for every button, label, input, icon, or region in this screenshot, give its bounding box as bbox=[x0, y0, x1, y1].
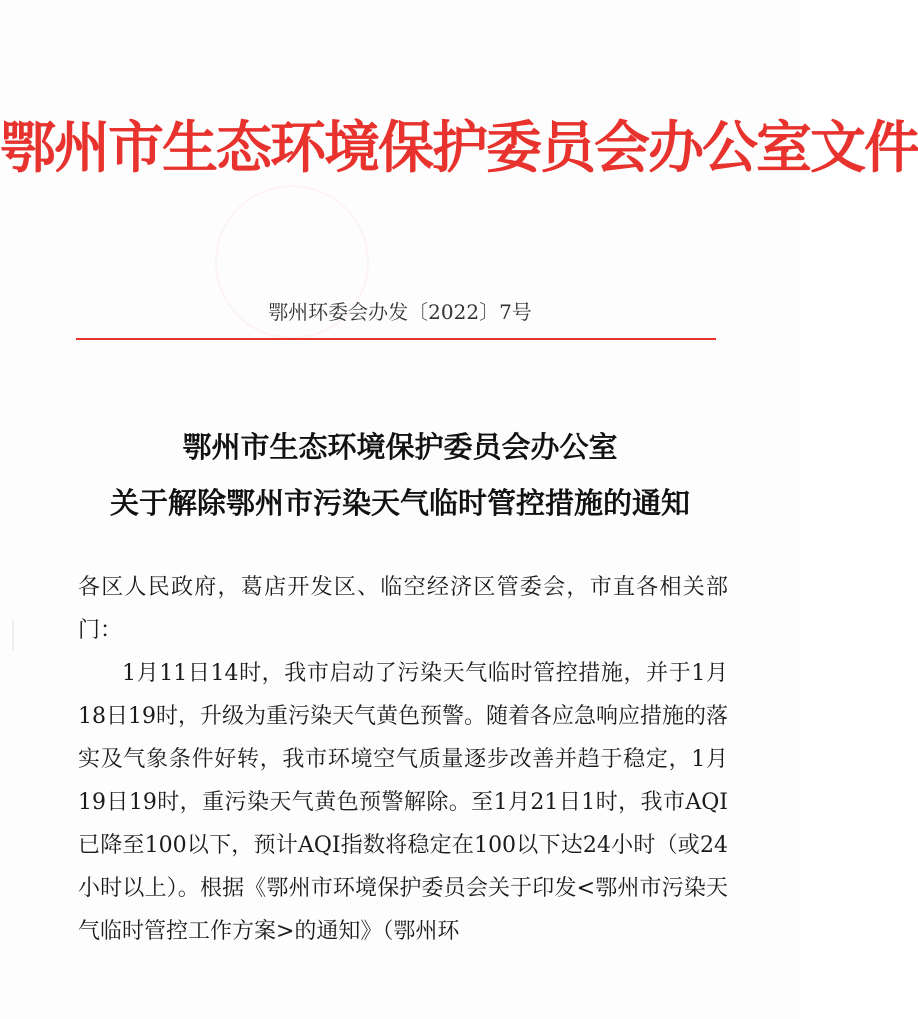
red-separator-line bbox=[76, 338, 716, 340]
body-paragraph-1: 1月11日14时，我市启动了污染天气临时管控措施，并于1月18日19时，升级为重污染天气黄色预警。随着各应急响应措施的落实及气象条件好转，我市环境空气质量逐步改善并趋于稳定，1月19日19时，重污染天气黄色预警解除。至1月21日1时，我市AQI已降至100以下，预计AQI指数将稳定在100以下达24小时（或24小时以上）。根据《鄂州市环境保护委员会关于印发<鄂州市污染天气临时管控工作方案>的通知》（鄂州环 bbox=[78, 661, 728, 944]
recipients-paragraph: 各区人民政府，葛店开发区、临空经济区管委会，市直各相关部门： bbox=[78, 575, 728, 643]
scan-margin-mark bbox=[12, 620, 14, 650]
document-number: 鄂州环委会办发〔2022〕7号 bbox=[268, 300, 532, 324]
notice-title-line1: 鄂州市生态环境保护委员会办公室 bbox=[182, 430, 618, 464]
red-header-title: 鄂州市生态环境保护委员会办公室文件 bbox=[0, 115, 918, 181]
document-body bbox=[78, 566, 728, 953]
notice-title-line2: 关于解除鄂州市污染天气临时管控措施的通知 bbox=[109, 486, 690, 520]
